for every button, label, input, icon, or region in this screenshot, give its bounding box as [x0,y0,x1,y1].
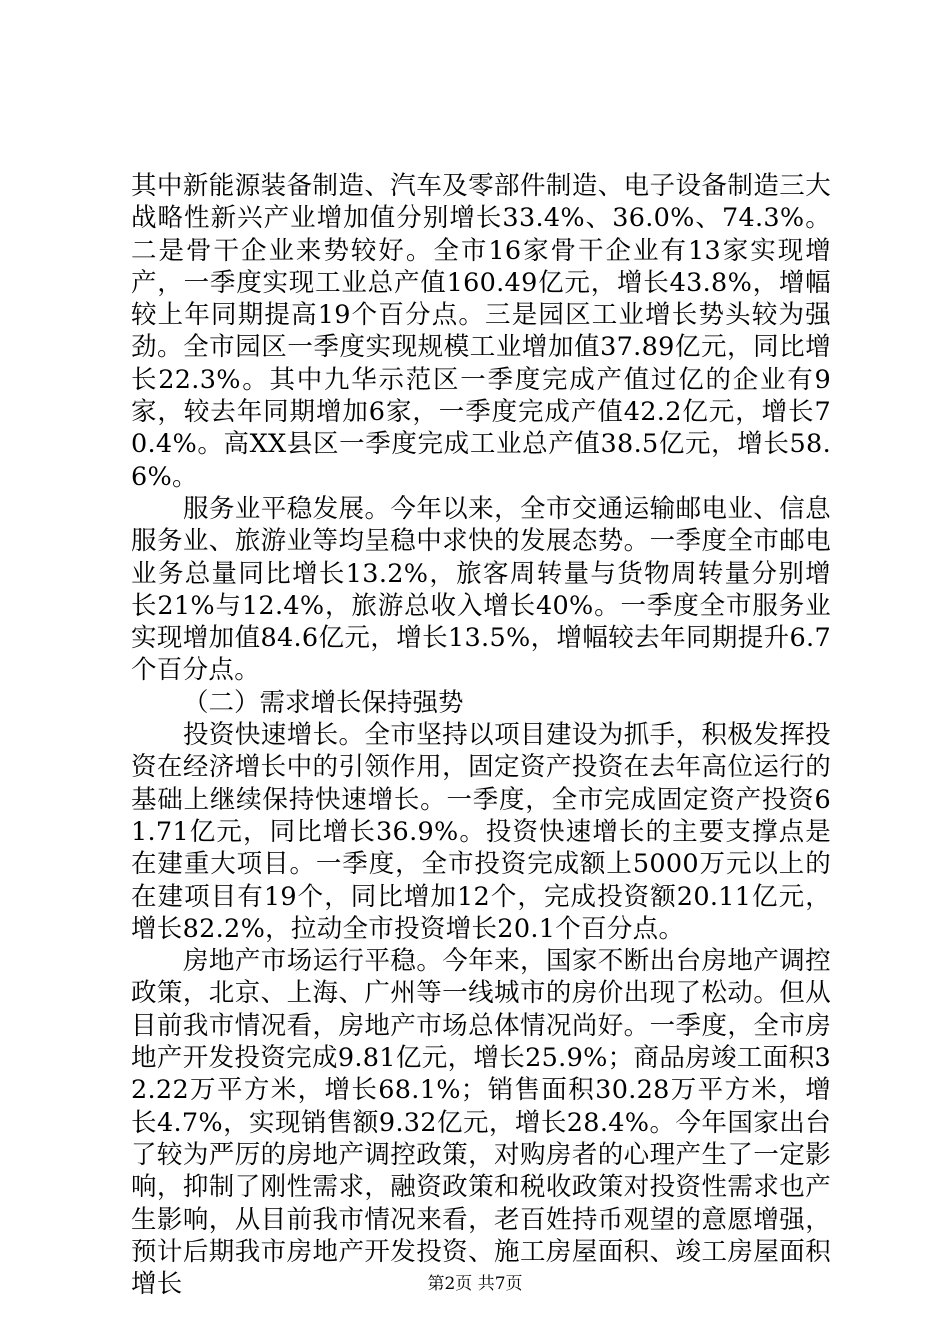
paragraph-investment: 投资快速增长。全市坚持以项目建设为抓手，积极发挥投资在经济增长中的引领作用，固定资产投资在去年高位运行的基础上继续保持快速增长。一季度，全市完成固定资产投资61.71亿元，同比增长36.9%。投资快速增长的主要支撑点是在建重大项目。一季度，全市投资完成额上5000万元以上的在建项目有19个，同比增加12个，完成投资额20.11亿元，增长82.2%，拉动全市投资增长20.1个百分点。 [131,720,831,944]
paragraph-industry: 其中新能源装备制造、汽车及零部件制造、电子设备制造三大战略性新兴产业增加值分别增长33.4%、36.0%、74.3%。二是骨干企业来势较好。全市16家骨干企业有13家实现增产，一季度实现工业总产值160.49亿元，增长43.8%，增幅较上年同期提高19个百分点。三是园区工业增长势头较为强劲。全市园区一季度实现规模工业增加值37.89亿元，同比增长22.3%。其中九华示范区一季度完成产值过亿的企业有9家，较去年同期增加6家，一季度完成产值42.2亿元，增长70.4%。高XX县区一季度完成工业总产值38.5亿元，增长58.6%。 [131,171,831,492]
paragraph-real-estate: 房地产市场运行平稳。今年来，国家不断出台房地产调控政策，北京、上海、广州等一线城市的房价出现了松动。但从目前我市情况看，房地产市场总体情况尚好。一季度，全市房地产开发投资完成9.81亿元，增长25.9%；商品房竣工面积32.22万平方米，增长68.1%；销售面积30.28万平方米，增长4.7%，实现销售额9.32亿元，增长28.4%。今年国家出台了较为严厉的房地产调控政策，对购房者的心理产生了一定影响，抑制了刚性需求，融资政策和税收政策对投资性需求也产生影响，从目前我市情况来看，老百姓持币观望的意愿增强，预计后期我市房地产开发投资、施工房屋面积、竣工房屋面积增长 [131,946,831,1300]
document-body [131,170,831,1300]
page-footer: 第2页 共7页 [427,1274,523,1294]
paragraph-services: 服务业平稳发展。今年以来，全市交通运输邮电业、信息服务业、旅游业等均呈稳中求快的发展态势。一季度全市邮电业务总量同比增长13.2%，旅客周转量与货物周转量分别增长21%与12.4%，旅游总收入增长40%。一季度全市服务业实现增加值84.6亿元，增长13.5%，增幅较去年同期提升6.7个百分点。 [131,493,831,686]
section-heading-demand: （二）需求增长保持强势 [183,687,464,718]
